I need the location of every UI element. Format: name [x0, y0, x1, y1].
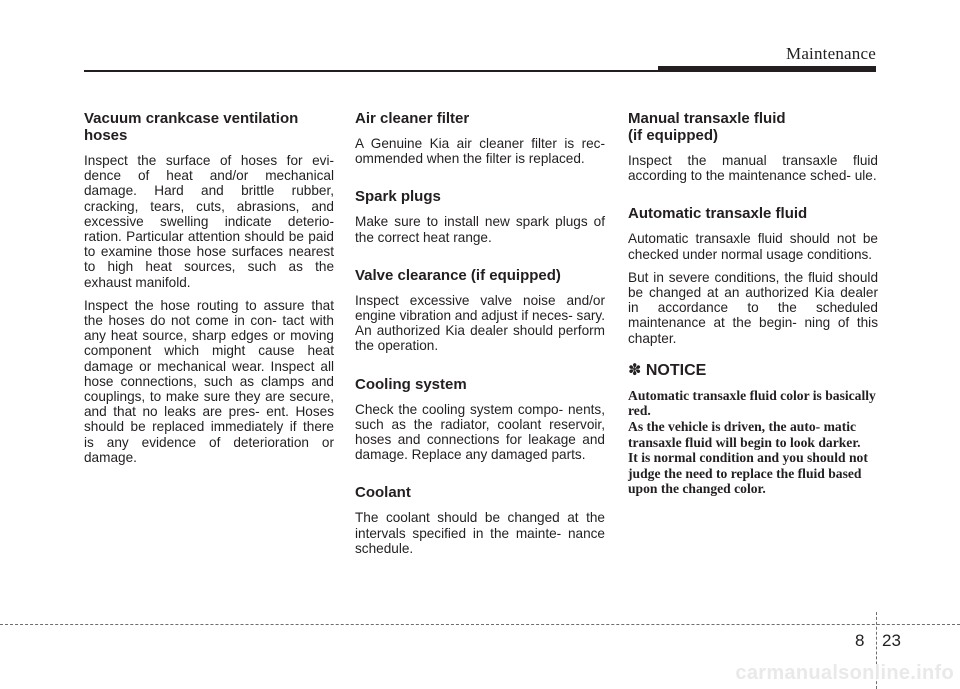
- paragraph-valve-clearance: Inspect excessive valve noise and/or engine vibration and adjust if neces- sary. An authorized Kia dealer should perform the operation.: [355, 292, 605, 354]
- notice-icon: ✽: [628, 361, 642, 379]
- column-middle: [355, 110, 605, 564]
- paragraph-hose-routing: Inspect the hose routing to assure that the hoses do not come in con- tact with any heat source, sharp edges or moving component which might cause heat damage or mechanical wear. Inspect all hose connections, such as clamps and couplings, to make sure they are secure, and that no leaks are pres- ent. Hoses should be replaced immediately if there is any evidence of deterioration or damage.: [84, 297, 334, 465]
- page-number: 23: [882, 631, 901, 650]
- paragraph-manual-transaxle: Inspect the manual transaxle fluid according to the maintenance sched- ule.: [628, 153, 878, 184]
- heading-manual-transaxle-line2: (if equipped): [628, 127, 718, 144]
- paragraph-spark-plugs: Make sure to install new spark plugs of the correct heat range.: [355, 214, 605, 245]
- heading-coolant: Coolant: [355, 484, 411, 502]
- heading-automatic-transaxle: Automatic transaxle fluid: [628, 205, 808, 223]
- paragraph-coolant: The coolant should be changed at the intervals specified in the mainte- nance schedule.: [355, 510, 605, 556]
- heading-spark-plugs: Spark plugs: [355, 188, 441, 206]
- column-left: [84, 110, 334, 473]
- heading-manual-transaxle: [628, 110, 878, 144]
- heading-cooling-system: Cooling system: [355, 375, 467, 393]
- notice-line-1: Automatic transaxle fluid color is basically red.: [628, 387, 876, 419]
- notice-line-2: As the vehicle is driven, the auto- matic transaxle fluid will begin to look darker.: [628, 419, 861, 450]
- chapter-number: 8: [855, 631, 865, 650]
- section-title: Maintenance: [786, 44, 876, 63]
- watermark: carmanualsonline.info: [735, 662, 954, 684]
- heading-vacuum-hoses: Vacuum crankcase ventilation hoses: [84, 110, 299, 144]
- paragraph-automatic-transaxle-1: Automatic transaxle fluid should not be checked under normal usage conditions.: [628, 231, 878, 262]
- heading-air-cleaner: Air cleaner filter: [355, 110, 470, 127]
- paragraph-automatic-transaxle-2: But in severe conditions, the fluid should be changed at an authorized Kia dealer in accordance to the scheduled maintenance at the begin- ning of this chapter.: [628, 269, 878, 346]
- footer-dashed-line: [0, 624, 960, 625]
- heading-manual-transaxle-line1: Manual transaxle fluid: [628, 110, 786, 127]
- heading-valve-clearance: Valve clearance (if equipped): [355, 266, 561, 284]
- paragraph-air-cleaner: A Genuine Kia air cleaner filter is rec- ommended when the filter is replaced.: [355, 136, 605, 167]
- paragraph-hose-surface: Inspect the surface of hoses for evi- dence of heat and/or mechanical damage. Hard and brittle rubber, cracking, tears, cuts, abrasions, and excessive swelling indicate deterio- ration. Particular attention should be paid to examine those hose surfaces nearest to high heat sources, such as the exhaust manifold.: [84, 153, 334, 290]
- notice-title: NOTICE: [645, 361, 707, 379]
- column-right: [628, 110, 878, 497]
- header-rule: [84, 70, 658, 72]
- paragraph-cooling-system: Check the cooling system compo- nents, such as the radiator, coolant reservoir, hoses and connections for leakage and damage. Replace any damaged parts.: [355, 401, 605, 463]
- header-bar: [658, 66, 876, 72]
- notice-line-3: It is normal condition and you should not judge the need to replace the fluid based upon the changed color.: [628, 450, 868, 497]
- notice-heading: [628, 360, 878, 380]
